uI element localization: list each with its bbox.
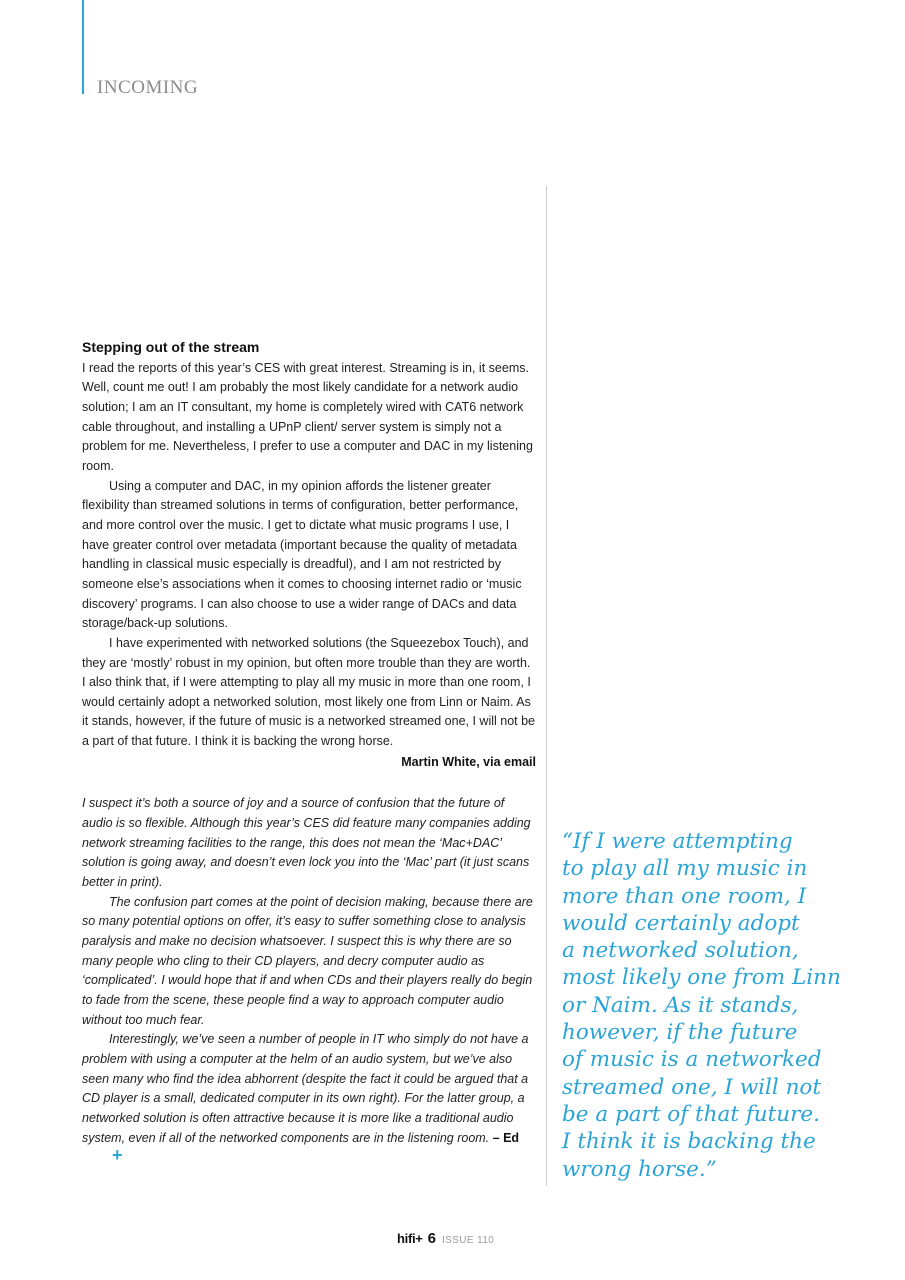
pull-quote-line: more than one room, I xyxy=(562,883,807,909)
reply-paragraph-text: Interestingly, we’ve seen a number of people in IT who simply do not have a problem with using a computer at the helm of an audio system, but we’ve also seen many who find the idea abhorrent (despite the fact it could be argued that a CD player is a small, dedicated computer in its own right). For the latter group, a networked solution is often attractive because it is more like a traditional audio system, even if all of the networked components are in the listening room. xyxy=(82,1032,529,1145)
reply-paragraph xyxy=(82,1030,536,1168)
reply-paragraph: The confusion part comes at the point of decision making, because there are so many potential options on offer, it’s easy to suffer something close to analysis paralysis and make no decision whatsoever. I suspect this is why there are so many people who cling to their CD players, and decry computer audio as ‘complicated’. I would hope that if and when CDs and their players really do begin to fade from the scene, these people find a way to approach computer audio without too much fear. xyxy=(82,894,533,1027)
pull-quote-line: I think it is backing the xyxy=(562,1129,816,1155)
letter-paragraph: I have experimented with networked solutions (the Squeezebox Touch), and they are ‘mostly’ robust in my opinion, but often more trouble than they are worth. I also think that, if I were attempting to play all my music in more than one room, I would certainly adopt a networked solution, most likely one from Linn or Naim. As it stands, however, if the future of music is a networked streamed one, I will not be a part of that future. I think it is backing the wrong horse. xyxy=(82,635,536,749)
section-accent-rule xyxy=(82,0,84,94)
letter-heading: Stepping out of the stream xyxy=(82,339,260,355)
letters-column xyxy=(82,338,536,1168)
editor-sign-off: – Ed xyxy=(492,1130,520,1145)
editor-reply xyxy=(82,794,536,1167)
page-number: 6 xyxy=(427,1230,436,1247)
pull-quote-line: streamed one, I will not xyxy=(562,1074,822,1100)
page-footer xyxy=(397,1230,494,1248)
pull-quote-line: however, if the future xyxy=(562,1020,798,1046)
section-title: INCOMING xyxy=(97,77,199,98)
letter-paragraph: I read the reports of this year’s CES with great interest. Streaming is in, it seems. Well, count me out! I am probably the most likely candidate for a network audio solution; I am an IT consultant, my home is completely wired with CAT6 network cable throughout, and installing a UPnP client/ server system is simply not a problem for me. Nevertheless, I prefer to use a computer and DAC in my listening room. xyxy=(82,360,533,473)
magazine-logo: hifi+ xyxy=(397,1231,423,1246)
pull-quote-line: wrong horse.” xyxy=(562,1156,717,1182)
end-mark-plus-icon: + xyxy=(112,1145,123,1166)
pull-quote-line: most likely one from Linn xyxy=(562,965,841,991)
issue-label: ISSUE 110 xyxy=(441,1235,495,1246)
pull-quote-line: a networked solution, xyxy=(562,938,799,964)
pull-quote-line: to play all my music in xyxy=(562,856,808,882)
pull-quote-line: or Naim. As it stands, xyxy=(562,992,799,1018)
column-divider xyxy=(546,186,547,1186)
pull-quote-line: would certainly adopt xyxy=(562,910,800,936)
pull-quote-line: “If I were attempting xyxy=(562,829,793,854)
pull-quote-line: be a part of that future. xyxy=(562,1101,820,1127)
reply-paragraph: I suspect it’s both a source of joy and a source of confusion that the future of audio is so flexible. Although this year’s CES did feature many companies adding network streaming facilities to the range, this does not mean the ‘Mac+DAC’ solution is going away, and doesn’t even lock you into the ‘Mac’ part (it just scans better in print). xyxy=(82,796,531,890)
letter-signature: Martin White, via email xyxy=(401,754,536,769)
pull-quote-line: of music is a networked xyxy=(562,1047,822,1073)
letter-paragraph: Using a computer and DAC, in my opinion affords the listener greater flexibility than streamed solutions in terms of configuration, better performance, and more control over the music. I get to dictate what music programs I use, I have greater control over metadata (important because the quality of metadata handling in classical music especially is dreadful), and I am not restricted by someone else’s associations when it comes to choosing internet radio or ‘music discovery’ programs. I can also choose to use a wider range of DACs and data storage/back-up solutions. xyxy=(82,478,522,631)
pull-quote xyxy=(562,828,841,1183)
